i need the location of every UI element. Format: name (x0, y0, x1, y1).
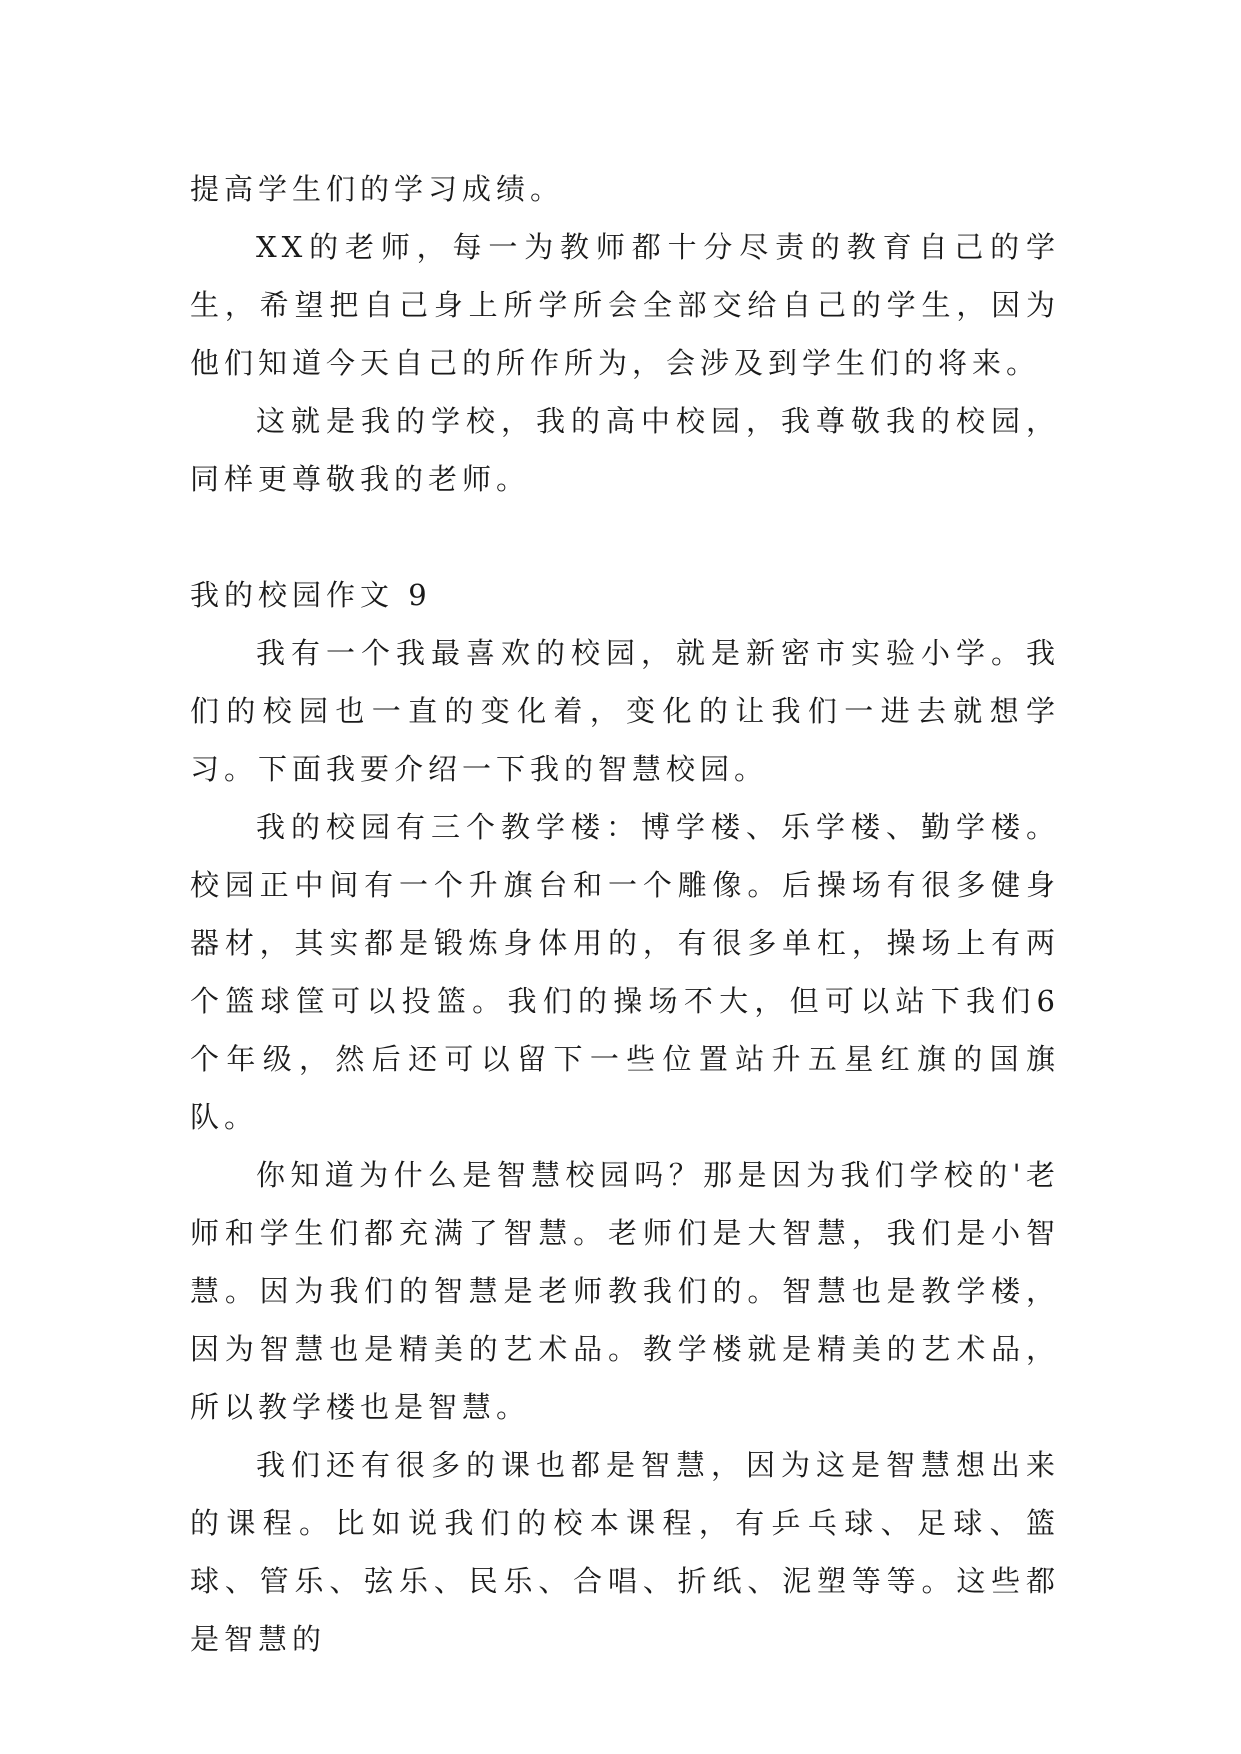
paragraph-favorite-campus: 我有一个我最喜欢的校园，就是新密市实验小学。我们的校园也一直的变化着，变化的让我们一进去就想学习。下面我要介绍一下我的智慧校园。 (190, 636, 1060, 786)
paragraph-smart-campus: 你知道为什么是智慧校园吗？那是因为我们学校的'老师和学生们都充满了智慧。老师们是大智慧，我们是小智慧。因为我们的智慧是老师教我们的。智慧也是教学楼，因为智慧也是精美的艺术品。教学楼就是精美的艺术品，所以教学楼也是智慧。 (190, 1158, 1060, 1424)
paragraph-courses: 我们还有很多的课也都是智慧，因为这是智慧想出来的课程。比如说我们的校本课程，有乒乓球、足球、篮球、管乐、弦乐、民乐、合唱、折纸、泥塑等等。这些都是智慧的 (190, 1448, 1060, 1656)
document-body (190, 160, 1060, 1668)
section-gap (190, 508, 1060, 566)
paragraph-school-respect: 这就是我的学校，我的高中校园，我尊敬我的校园，同样更尊敬我的老师。 (190, 404, 1060, 496)
paragraph-buildings: 我的校园有三个教学楼：博学楼、乐学楼、勤学楼。校园正中间有一个升旗台和一个雕像。后操场有很多健身器材，其实都是锻炼身体用的，有很多单杠，操场上有两个篮球筐可以投篮。我们的操场不大，但可以站下我们6个年级，然后还可以留下一些位置站升五星红旗的国旗队。 (190, 810, 1060, 1134)
paragraph-continuation: 提高学生们的学习成绩。 (190, 172, 565, 206)
paragraph-teachers: XX的老师，每一为教师都十分尽责的教育自己的学生，希望把自己身上所学所会全部交给自己的学生，因为他们知道今天自己的所作所为，会涉及到学生们的将来。 (190, 230, 1060, 380)
section-title: 我的校园作文 9 (190, 578, 432, 612)
